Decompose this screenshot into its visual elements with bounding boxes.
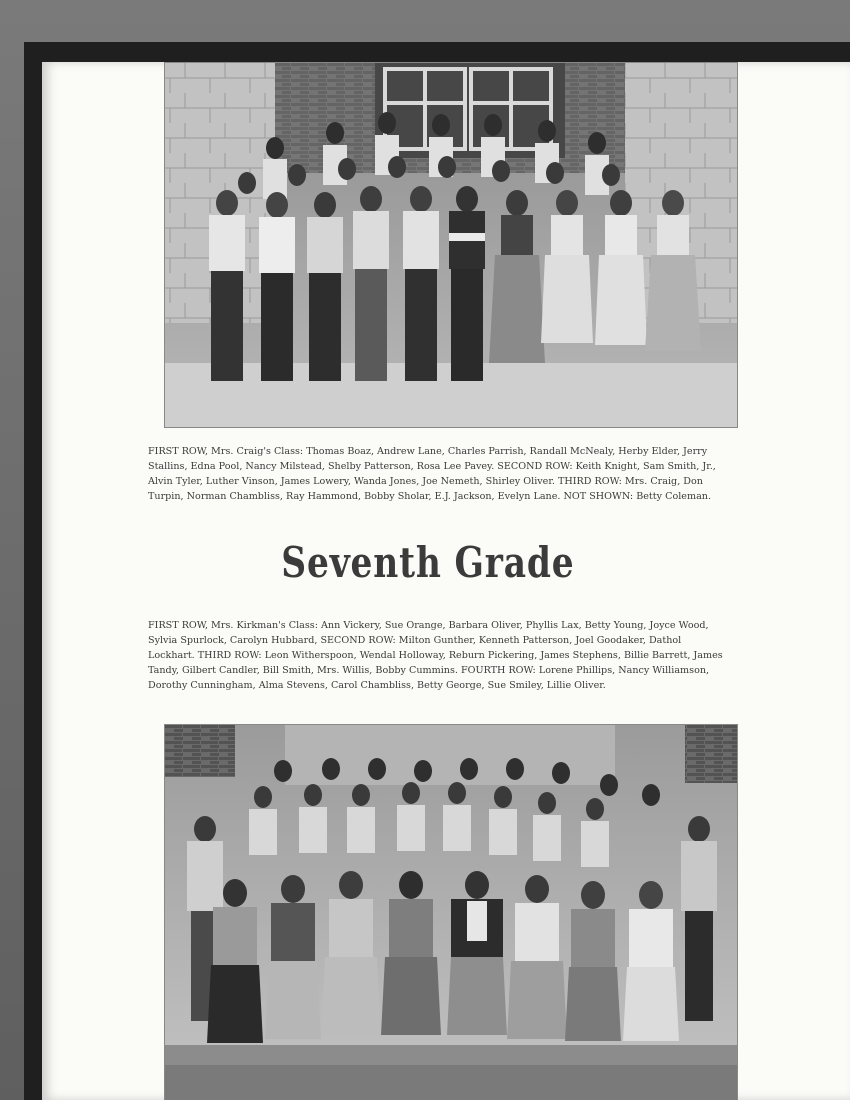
class-photo-top bbox=[164, 62, 738, 428]
class-photo-bottom bbox=[164, 724, 738, 1100]
class-photo-bottom-image bbox=[165, 725, 737, 1100]
caption-top: FIRST ROW, Mrs. Craig's Class: Thomas Boaz, Andrew Lane, Charles Parrish, Randall McNealy, Herby Elder, Jerry Stallins, Edna Pool, Nancy Milstead, Shelby Patterson, Rosa Lee Pavey. SECOND ROW: Keith Knight, Sam Smith, Jr., Alvin Tyler, Luther Vinson, James Lowery, Wanda Jones, Joe Nemeth, Shirley Oliver. THIRD ROW: Mrs. Craig, Don Turpin, Norman Chambliss, Ray Hammond, Bobby Sholar, E.J. Jackson, Evelyn Lane. NOT SHOWN: Betty Coleman. bbox=[148, 446, 716, 502]
page-title: Seventh Grade bbox=[281, 538, 575, 587]
caption-bottom: FIRST ROW, Mrs. Kirkman's Class: Ann Vickery, Sue Orange, Barbara Oliver, Phyllis Lax, Betty Young, Joyce Wood, Sylvia Spurlock, Carolyn Hubbard, SECOND ROW: Milton Gunther, Kenneth Patterson, Joel Goodaker, Dathol Lockhart. THIRD ROW: Leon Witherspoon, Wendal Holloway, Reburn Pickering, James Stephens, Billie Barrett, James Tandy, Gilbert Candler, Bill Smith, Mrs. Willis, Bobby Cummins. FOURTH ROW: Lorene Phillips, Nancy Williamson, Dorothy Cunningham, Alma Stevens, Carol Chambliss, Betty George, Sue Smiley, Lillie Oliver. bbox=[148, 620, 723, 691]
class-photo-top-image bbox=[165, 63, 737, 427]
